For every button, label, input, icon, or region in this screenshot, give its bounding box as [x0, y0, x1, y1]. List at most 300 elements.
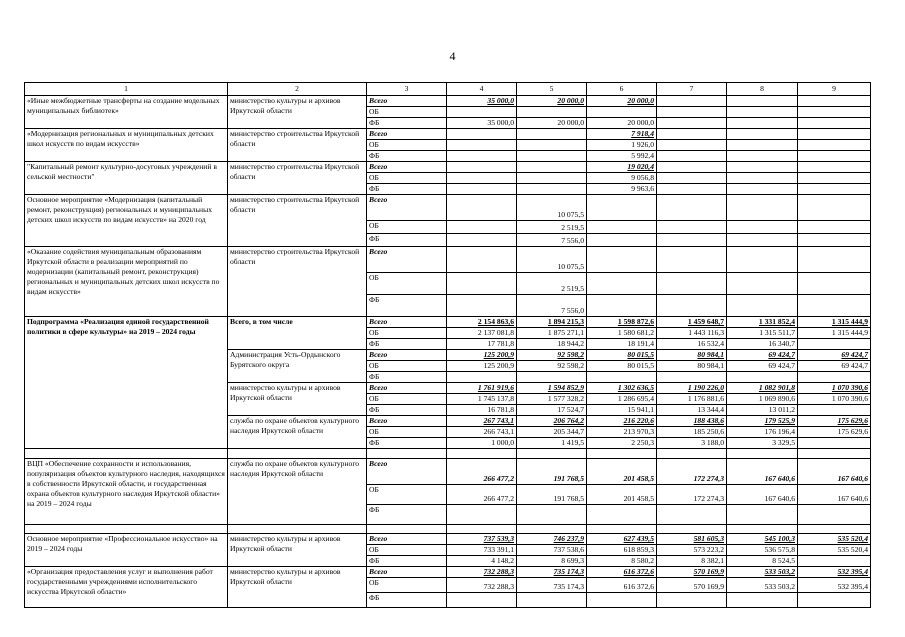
value-cell-col-5: 1 419,5 — [517, 438, 587, 449]
value-cell-col-6 — [587, 195, 657, 221]
value-cell-col-4: 125 200,9 — [447, 361, 517, 372]
value-cell-col-5: 191 768,5 — [517, 485, 587, 505]
value-cell-col-5 — [517, 372, 587, 383]
value-cell-col-9 — [798, 184, 871, 195]
value-cell-col-6: 616 372,6 — [587, 578, 657, 593]
value-cell-col-8 — [727, 221, 798, 234]
value-cell-col-7: 13 344,4 — [657, 405, 727, 416]
value-cell-col-4 — [447, 107, 517, 118]
value-cell-col-9: 175 629,6 — [798, 427, 871, 438]
value-cell-col-8 — [727, 247, 798, 273]
value-cell-col-5: 1 894 215,3 — [517, 317, 587, 328]
funding-source-ob: ОБ — [367, 394, 447, 405]
value-cell-col-8 — [727, 118, 798, 129]
value-cell-col-4 — [447, 151, 517, 162]
value-cell-col-8 — [727, 151, 798, 162]
value-cell-col-9: 535 520,4 — [798, 534, 871, 545]
value-cell-col-7: 570 169,9 — [657, 567, 727, 578]
measure-name-cell: "Капитальный ремонт культурно-досуговых учреждений в сельской местности" — [25, 162, 228, 195]
value-cell-col-5: 7 556,0 — [517, 295, 587, 317]
value-cell-col-5: 737 538,6 — [517, 545, 587, 556]
value-cell-col-9: 69 424,7 — [798, 361, 871, 372]
value-cell-col-9 — [798, 140, 871, 151]
value-cell-col-8 — [727, 295, 798, 317]
value-cell-col-5: 206 764,2 — [517, 416, 587, 427]
value-cell-col-8: 545 100,3 — [727, 534, 798, 545]
executor-cell: министерство строительства Иркутской области — [228, 195, 367, 247]
value-cell-col-6 — [587, 295, 657, 317]
value-cell-col-8: 176 196,4 — [727, 427, 798, 438]
value-cell-col-7 — [657, 184, 727, 195]
value-cell-col-6: 18 191,4 — [587, 339, 657, 350]
executor-cell: министерство культуры и архивов Иркутской области — [228, 96, 367, 129]
value-cell-col-7: 1 176 881,6 — [657, 394, 727, 405]
header-cell-3: 3 — [367, 83, 447, 96]
value-cell-col-4 — [447, 247, 517, 273]
value-cell-col-6: 19 020,4 — [587, 162, 657, 173]
value-cell-col-5: 7 556,0 — [517, 234, 587, 247]
spacer-cell — [447, 525, 517, 534]
value-cell-col-9 — [798, 505, 871, 525]
funding-source-fb: ФБ — [367, 295, 447, 317]
funding-source-total: Всего — [367, 317, 447, 328]
value-cell-col-7 — [657, 247, 727, 273]
executor-cell: министерство строительства Иркутской области — [228, 129, 367, 162]
value-cell-col-9 — [798, 221, 871, 234]
value-cell-col-6: 15 941,1 — [587, 405, 657, 416]
value-cell-col-8 — [727, 129, 798, 140]
funding-source-fb: ФБ — [367, 372, 447, 383]
funding-source-total: Всего — [367, 350, 447, 361]
value-cell-col-9: 1 315 444,9 — [798, 317, 871, 328]
spacer-cell — [587, 449, 657, 459]
value-cell-col-9 — [798, 173, 871, 184]
executor-cell: служба по охране объектов культурного наследия Иркутской области — [228, 416, 367, 449]
value-cell-col-6: 1 580 681,2 — [587, 328, 657, 339]
spacer-cell — [517, 525, 587, 534]
executor-cell: министерство культуры и архивов Иркутской области — [228, 567, 367, 608]
value-cell-col-9 — [798, 405, 871, 416]
value-cell-col-5: 735 174,3 — [517, 578, 587, 593]
value-cell-col-8 — [727, 96, 798, 107]
spacer-cell — [727, 449, 798, 459]
table-row — [25, 162, 871, 173]
value-cell-col-4: 266 477,2 — [447, 459, 517, 485]
spacer-row — [25, 525, 871, 534]
value-cell-col-8 — [727, 107, 798, 118]
value-cell-col-9: 1 070 390,6 — [798, 383, 871, 394]
value-cell-col-6: 1 286 695,4 — [587, 394, 657, 405]
value-cell-col-4: 35 000,0 — [447, 96, 517, 107]
funding-source-total: Всего — [367, 534, 447, 545]
value-cell-col-7: 185 250,6 — [657, 427, 727, 438]
value-cell-col-8: 69 424,7 — [727, 361, 798, 372]
value-cell-col-9 — [798, 129, 871, 140]
funding-source-ob: ОБ — [367, 173, 447, 184]
value-cell-col-6 — [587, 505, 657, 525]
funding-source-ob: ОБ — [367, 485, 447, 505]
value-cell-col-9: 535 520,4 — [798, 545, 871, 556]
value-cell-col-6: 618 859,3 — [587, 545, 657, 556]
value-cell-col-5: 1 577 328,2 — [517, 394, 587, 405]
table-row — [25, 129, 871, 140]
value-cell-col-5: 8 699,3 — [517, 556, 587, 567]
value-cell-col-5 — [517, 505, 587, 525]
value-cell-col-4 — [447, 295, 517, 317]
value-cell-col-4: 266 477,2 — [447, 485, 517, 505]
value-cell-col-8: 1 082 901,8 — [727, 383, 798, 394]
spacer-cell — [367, 525, 447, 534]
value-cell-col-4: 2 154 863,6 — [447, 317, 517, 328]
value-cell-col-4 — [447, 129, 517, 140]
funding-source-total: Всего — [367, 383, 447, 394]
header-cell-1: 1 — [25, 83, 228, 96]
table-row — [25, 567, 871, 578]
value-cell-col-9 — [798, 162, 871, 173]
value-cell-col-7: 3 188,0 — [657, 438, 727, 449]
value-cell-col-9 — [798, 234, 871, 247]
value-cell-col-9 — [798, 195, 871, 221]
funding-source-fb: ФБ — [367, 505, 447, 525]
value-cell-col-7 — [657, 129, 727, 140]
value-cell-col-9 — [798, 593, 871, 608]
value-cell-col-7: 573 223,2 — [657, 545, 727, 556]
page-number: 4 — [449, 49, 456, 63]
value-cell-col-5: 1 875 271,1 — [517, 328, 587, 339]
spacer-cell — [798, 525, 871, 534]
value-cell-col-9 — [798, 372, 871, 383]
value-cell-col-9: 167 640,6 — [798, 459, 871, 485]
spacer-cell — [727, 525, 798, 534]
measure-name-cell: «Организация предоставления услуг и выполнения работ государственными учреждениями исполнительского искусства Иркутской области» — [25, 567, 228, 608]
value-cell-col-4: 267 743,1 — [447, 416, 517, 427]
value-cell-col-6: 5 992,4 — [587, 151, 657, 162]
value-cell-col-7 — [657, 173, 727, 184]
value-cell-col-7: 570 169,9 — [657, 578, 727, 593]
value-cell-col-9 — [798, 556, 871, 567]
value-cell-col-4 — [447, 140, 517, 151]
spacer-cell — [25, 449, 228, 459]
value-cell-col-5: 18 944,2 — [517, 339, 587, 350]
header-cell-7: 7 — [657, 83, 727, 96]
value-cell-col-9: 175 629,6 — [798, 416, 871, 427]
executor-cell: Всего, в том числе — [228, 317, 367, 350]
value-cell-col-8: 3 329,5 — [727, 438, 798, 449]
value-cell-col-7 — [657, 162, 727, 173]
value-cell-col-7: 1 190 226,0 — [657, 383, 727, 394]
spacer-row — [25, 449, 871, 459]
value-cell-col-6: 9 056,8 — [587, 173, 657, 184]
funding-source-ob: ОБ — [367, 221, 447, 234]
value-cell-col-6 — [587, 372, 657, 383]
value-cell-col-9 — [798, 295, 871, 317]
value-cell-col-7 — [657, 593, 727, 608]
funding-source-fb: ФБ — [367, 234, 447, 247]
value-cell-col-9 — [798, 151, 871, 162]
value-cell-col-5: 2 519,5 — [517, 273, 587, 295]
value-cell-col-4 — [447, 505, 517, 525]
funding-source-ob: ОБ — [367, 328, 447, 339]
funding-source-ob: ОБ — [367, 578, 447, 593]
funding-source-ob: ОБ — [367, 273, 447, 295]
value-cell-col-6: 80 015,5 — [587, 350, 657, 361]
value-cell-col-5 — [517, 107, 587, 118]
value-cell-col-8 — [727, 372, 798, 383]
value-cell-col-7: 172 274,3 — [657, 459, 727, 485]
value-cell-col-7 — [657, 151, 727, 162]
value-cell-col-7: 581 605,3 — [657, 534, 727, 545]
value-cell-col-6 — [587, 234, 657, 247]
executor-cell: министерство строительства Иркутской области — [228, 162, 367, 195]
executor-cell: министерство культуры и архивов Иркутской области — [228, 383, 367, 416]
spacer-cell — [587, 525, 657, 534]
header-cell-5: 5 — [517, 83, 587, 96]
table-row — [25, 195, 871, 221]
measure-name-cell: Основное мероприятие «Модернизация (капитальный ремонт, реконструкция) региональных и муниципальных детских школ искусств по видам искусств» на 2020 год — [25, 195, 228, 247]
value-cell-col-8 — [727, 273, 798, 295]
value-cell-col-6: 213 970,3 — [587, 427, 657, 438]
value-cell-col-4: 733 391,1 — [447, 545, 517, 556]
value-cell-col-6: 80 015,5 — [587, 361, 657, 372]
funding-source-fb: ФБ — [367, 556, 447, 567]
value-cell-col-9: 167 640,6 — [798, 485, 871, 505]
table-row — [25, 96, 871, 107]
measure-name-cell: «Иные межбюджетные трансферты на создание модельных муниципальных библиотек» — [25, 96, 228, 129]
table-row — [25, 459, 871, 485]
value-cell-col-7 — [657, 372, 727, 383]
value-cell-col-5: 205 344,7 — [517, 427, 587, 438]
funding-source-fb: ФБ — [367, 184, 447, 195]
funding-source-total: Всего — [367, 416, 447, 427]
value-cell-col-8: 16 340,7 — [727, 339, 798, 350]
value-cell-col-5: 20 000,0 — [517, 96, 587, 107]
value-cell-col-7: 188 438,6 — [657, 416, 727, 427]
measure-name-cell: «Модернизация региональных и муниципальных детских школ искусств по видам искусств» — [25, 129, 228, 162]
value-cell-col-6: 1 302 636,5 — [587, 383, 657, 394]
value-cell-col-8: 167 640,6 — [727, 459, 798, 485]
value-cell-col-6 — [587, 107, 657, 118]
value-cell-col-8: 179 525,9 — [727, 416, 798, 427]
value-cell-col-4 — [447, 221, 517, 234]
value-cell-col-4: 35 000,0 — [447, 118, 517, 129]
value-cell-col-9 — [798, 339, 871, 350]
value-cell-col-4 — [447, 273, 517, 295]
value-cell-col-7: 16 532,4 — [657, 339, 727, 350]
value-cell-col-8: 167 640,6 — [727, 485, 798, 505]
value-cell-col-5 — [517, 151, 587, 162]
value-cell-col-7: 1 443 116,3 — [657, 328, 727, 339]
value-cell-col-7: 1 459 648,7 — [657, 317, 727, 328]
header-cell-4: 4 — [447, 83, 517, 96]
value-cell-col-7: 172 274,3 — [657, 485, 727, 505]
value-cell-col-4 — [447, 593, 517, 608]
value-cell-col-6: 201 458,5 — [587, 459, 657, 485]
value-cell-col-6: 20 000,0 — [587, 118, 657, 129]
value-cell-col-8 — [727, 184, 798, 195]
spacer-cell — [447, 449, 517, 459]
value-cell-col-7 — [657, 140, 727, 151]
value-cell-col-5 — [517, 184, 587, 195]
value-cell-col-6: 2 250,3 — [587, 438, 657, 449]
value-cell-col-4: 17 781,8 — [447, 339, 517, 350]
value-cell-col-8 — [727, 505, 798, 525]
value-cell-col-6: 9 963,6 — [587, 184, 657, 195]
value-cell-col-8 — [727, 140, 798, 151]
funding-source-ob: ОБ — [367, 427, 447, 438]
value-cell-col-9 — [798, 107, 871, 118]
value-cell-col-9: 532 395,4 — [798, 578, 871, 593]
spacer-cell — [798, 449, 871, 459]
funding-source-fb: ФБ — [367, 151, 447, 162]
value-cell-col-7: 8 382,1 — [657, 556, 727, 567]
value-cell-col-5: 20 000,0 — [517, 118, 587, 129]
value-cell-col-9: 69 424,7 — [798, 350, 871, 361]
value-cell-col-5 — [517, 173, 587, 184]
value-cell-col-8 — [727, 593, 798, 608]
value-cell-col-4 — [447, 184, 517, 195]
value-cell-col-5: 746 237,9 — [517, 534, 587, 545]
value-cell-col-5: 1 594 852,9 — [517, 383, 587, 394]
value-cell-col-6: 201 458,5 — [587, 485, 657, 505]
value-cell-col-7 — [657, 96, 727, 107]
value-cell-col-9 — [798, 273, 871, 295]
spacer-cell — [657, 525, 727, 534]
funding-source-fb: ФБ — [367, 438, 447, 449]
value-cell-col-8: 8 524,5 — [727, 556, 798, 567]
value-cell-col-6: 627 439,5 — [587, 534, 657, 545]
value-cell-col-7 — [657, 295, 727, 317]
header-cell-2: 2 — [228, 83, 367, 96]
value-cell-col-6: 1 926,0 — [587, 140, 657, 151]
value-cell-col-4: 1 000,0 — [447, 438, 517, 449]
header-row — [25, 83, 871, 96]
funding-source-ob: ОБ — [367, 545, 447, 556]
value-cell-col-7 — [657, 273, 727, 295]
budget-table — [24, 82, 871, 608]
executor-cell: Администрация Усть-Ордынского Бурятского округа — [228, 350, 367, 383]
value-cell-col-8 — [727, 162, 798, 173]
value-cell-col-7: 80 984,1 — [657, 350, 727, 361]
header-cell-9: 9 — [798, 83, 871, 96]
value-cell-col-5: 10 075,5 — [517, 247, 587, 273]
value-cell-col-5: 191 768,5 — [517, 459, 587, 485]
value-cell-col-5: 735 174,3 — [517, 567, 587, 578]
value-cell-col-7 — [657, 195, 727, 221]
value-cell-col-5: 92 598,2 — [517, 361, 587, 372]
value-cell-col-8 — [727, 173, 798, 184]
header-cell-8: 8 — [727, 83, 798, 96]
value-cell-col-6: 216 220,6 — [587, 416, 657, 427]
funding-source-total: Всего — [367, 162, 447, 173]
value-cell-col-4: 1 745 137,8 — [447, 394, 517, 405]
budget-table-body — [25, 83, 871, 608]
value-cell-col-5: 92 598,2 — [517, 350, 587, 361]
value-cell-col-8: 1 069 890,6 — [727, 394, 798, 405]
value-cell-col-9: 1 070 390,6 — [798, 394, 871, 405]
value-cell-col-4: 2 137 081,8 — [447, 328, 517, 339]
value-cell-col-6: 1 598 872,6 — [587, 317, 657, 328]
funding-source-fb: ФБ — [367, 593, 447, 608]
value-cell-col-8 — [727, 195, 798, 221]
value-cell-col-5: 17 524,7 — [517, 405, 587, 416]
spacer-cell — [228, 449, 367, 459]
value-cell-col-7 — [657, 107, 727, 118]
funding-source-total: Всего — [367, 247, 447, 273]
funding-source-total: Всего — [367, 96, 447, 107]
executor-cell: министерство культуры и архивов Иркутской области — [228, 534, 367, 567]
value-cell-col-4: 737 539,3 — [447, 534, 517, 545]
value-cell-col-4: 125 200,9 — [447, 350, 517, 361]
spacer-cell — [367, 449, 447, 459]
value-cell-col-9: 1 315 444,9 — [798, 328, 871, 339]
value-cell-col-8: 69 424,7 — [727, 350, 798, 361]
value-cell-col-5 — [517, 593, 587, 608]
table-row — [25, 534, 871, 545]
value-cell-col-4: 4 148,2 — [447, 556, 517, 567]
value-cell-col-8: 13 011,2 — [727, 405, 798, 416]
value-cell-col-6: 8 580,2 — [587, 556, 657, 567]
table-row — [25, 247, 871, 273]
value-cell-col-4 — [447, 195, 517, 221]
value-cell-col-7 — [657, 118, 727, 129]
value-cell-col-7 — [657, 234, 727, 247]
value-cell-col-4: 1 761 919,6 — [447, 383, 517, 394]
measure-name-cell: Подпрограмма «Реализация единой государственной политики в сфере культуры» на 2019 – 2024 годы — [25, 317, 228, 449]
value-cell-col-6: 7 918,4 — [587, 129, 657, 140]
funding-source-fb: ФБ — [367, 405, 447, 416]
value-cell-col-6 — [587, 593, 657, 608]
executor-cell: служба по охране объектов культурного наследия Иркутской области — [228, 459, 367, 525]
value-cell-col-8 — [727, 234, 798, 247]
funding-source-fb: ФБ — [367, 339, 447, 350]
value-cell-col-4 — [447, 234, 517, 247]
value-cell-col-6 — [587, 273, 657, 295]
measure-name-cell: Основное мероприятие «Профессиональное искусство» на 2019 – 2024 годы — [25, 534, 228, 567]
value-cell-col-4 — [447, 173, 517, 184]
table-row — [25, 317, 871, 328]
funding-source-fb: ФБ — [367, 118, 447, 129]
value-cell-col-9 — [798, 438, 871, 449]
value-cell-col-7: 80 984,1 — [657, 361, 727, 372]
value-cell-col-6 — [587, 221, 657, 234]
value-cell-col-4 — [447, 162, 517, 173]
value-cell-col-5 — [517, 162, 587, 173]
funding-source-total: Всего — [367, 195, 447, 221]
spacer-cell — [517, 449, 587, 459]
value-cell-col-9 — [798, 118, 871, 129]
value-cell-col-9 — [798, 96, 871, 107]
value-cell-col-4: 266 743,1 — [447, 427, 517, 438]
spacer-cell — [228, 525, 367, 534]
value-cell-col-8: 533 503,2 — [727, 578, 798, 593]
value-cell-col-4 — [447, 372, 517, 383]
value-cell-col-4: 732 288,3 — [447, 567, 517, 578]
value-cell-col-5 — [517, 140, 587, 151]
value-cell-col-8: 536 575,8 — [727, 545, 798, 556]
value-cell-col-9 — [798, 247, 871, 273]
budget-table-container — [24, 82, 870, 608]
funding-source-ob: ОБ — [367, 140, 447, 151]
funding-source-ob: ОБ — [367, 107, 447, 118]
spacer-cell — [657, 449, 727, 459]
value-cell-col-5: 10 075,5 — [517, 195, 587, 221]
executor-cell: министерство строительства Иркутской области — [228, 247, 367, 317]
value-cell-col-8: 533 503,2 — [727, 567, 798, 578]
measure-name-cell: ВЦП «Обеспечение сохранности и использования, популяризация объектов культурного наследия, находящихся в собственности Иркутской области, и государственная охрана объектов культурного наследия Иркутской области» на 2019 – 2024 годы — [25, 459, 228, 525]
funding-source-total: Всего — [367, 129, 447, 140]
spacer-cell — [25, 525, 228, 534]
value-cell-col-4: 16 781,8 — [447, 405, 517, 416]
